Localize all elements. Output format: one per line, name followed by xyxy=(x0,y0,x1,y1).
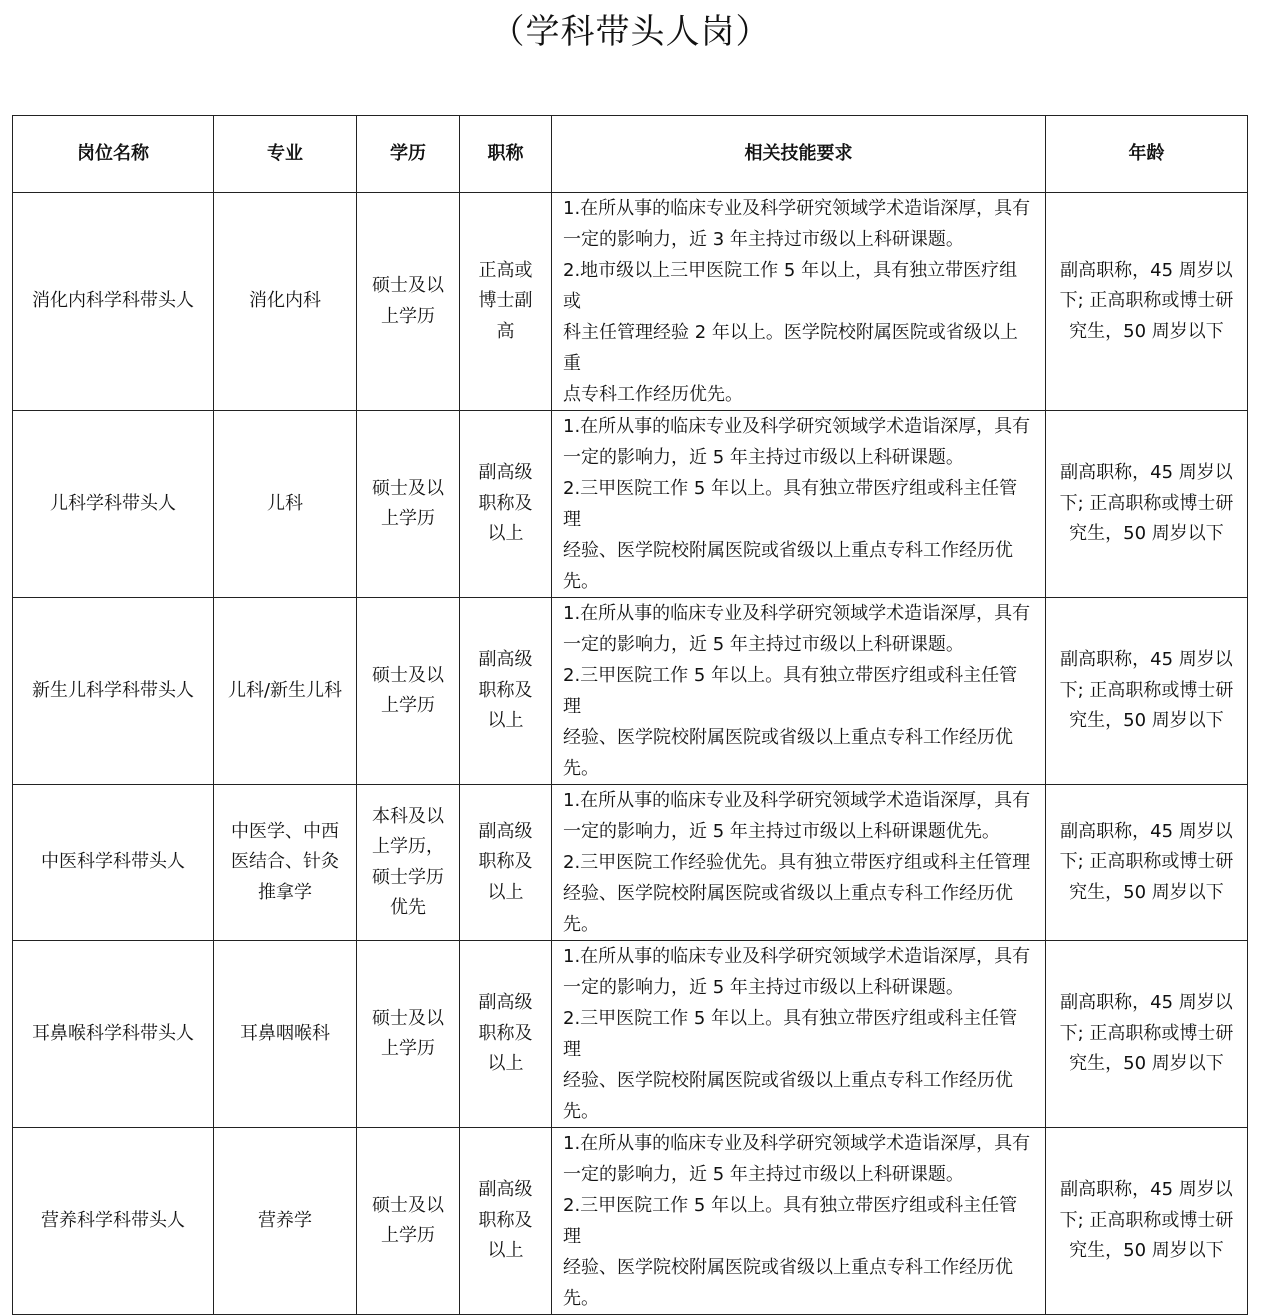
cell-title-line: 职称及 xyxy=(478,1022,533,1044)
cell-age-line: 究生，50 周岁以下 xyxy=(1069,523,1224,545)
cell-education-line: 硕士及以 xyxy=(372,1007,444,1029)
cell-age-line: 究生，50 周岁以下 xyxy=(1069,1240,1224,1262)
cell-age-line: 副高职称，45 周岁以 xyxy=(1060,992,1233,1014)
cell-education-line: 上学历 xyxy=(381,305,435,327)
cell-education xyxy=(357,785,460,941)
cell-title-line: 以上 xyxy=(487,1240,524,1262)
cell-title xyxy=(460,941,552,1128)
cell-title-line: 职称及 xyxy=(478,851,533,873)
cell-requirements-line: 2.三甲医院工作 5 年以上。具有独立带医疗组或科主任管理 xyxy=(563,665,1018,717)
cell-education-line: 硕士及以 xyxy=(372,664,444,686)
cell-age xyxy=(1046,785,1248,941)
header-position: 岗位名称 xyxy=(13,116,214,193)
cell-education xyxy=(357,941,460,1128)
cell-age-line: 下; 正高职称或博士研 xyxy=(1059,290,1234,312)
cell-age xyxy=(1046,411,1248,598)
header-requirements: 相关技能要求 xyxy=(552,116,1046,193)
cell-position: 儿科学科带头人 xyxy=(13,411,214,598)
cell-education-line: 上学历 xyxy=(381,695,435,716)
cell-title-line: 高 xyxy=(496,320,515,342)
cell-major: 儿科 xyxy=(214,411,357,598)
cell-title-line: 副高级 xyxy=(478,462,533,484)
cell-title-line: 以上 xyxy=(487,881,524,903)
header-title: 职称 xyxy=(460,116,552,193)
cell-age xyxy=(1046,941,1248,1128)
cell-position: 新生儿科学科带头人 xyxy=(13,598,214,785)
cell-education-line: 硕士学历 xyxy=(372,866,444,888)
cell-requirements-line: 1.在所从事的临床专业及科学研究领域学术造诣深厚，具有 xyxy=(563,198,1031,219)
cell-age-line: 副高职称，45 周岁以 xyxy=(1060,259,1233,281)
cell-age xyxy=(1046,598,1248,785)
cell-requirements-line: 科主任管理经验 2 年以上。医学院校附属医院或省级以上重 xyxy=(563,322,1018,374)
cell-requirements-line: 2.三甲医院工作 5 年以上。具有独立带医疗组或科主任管理 xyxy=(563,1008,1018,1060)
header-education: 学历 xyxy=(357,116,460,193)
cell-requirements-line: 一定的影响力，近 5 年主持过市级以上科研课题。 xyxy=(563,634,964,655)
cell-education-line: 上学历 xyxy=(381,1225,435,1246)
cell-major-line: 推拿学 xyxy=(258,881,312,903)
header-age: 年龄 xyxy=(1046,116,1248,193)
cell-age xyxy=(1046,1128,1248,1315)
cell-education xyxy=(357,598,460,785)
cell-age xyxy=(1046,193,1248,411)
cell-title xyxy=(460,193,552,411)
cell-position: 营养科学科带头人 xyxy=(13,1128,214,1315)
cell-requirements xyxy=(552,785,1046,941)
cell-position: 中医科学科带头人 xyxy=(13,785,214,941)
cell-requirements-line: 1.在所从事的临床专业及科学研究领域学术造诣深厚，具有 xyxy=(563,946,1031,967)
cell-requirements-line: 一定的影响力，近 3 年主持过市级以上科研课题。 xyxy=(563,229,964,250)
cell-major-line: 医结合、针灸 xyxy=(231,851,339,873)
cell-major: 儿科/新生儿科 xyxy=(214,598,357,785)
cell-education-line: 上学历 xyxy=(381,1038,435,1059)
cell-education-line: 本科及以 xyxy=(372,805,444,827)
cell-education-line: 上学历， xyxy=(372,836,444,857)
table-row xyxy=(13,1128,1248,1315)
cell-age-line: 下; 正高职称或博士研 xyxy=(1059,679,1234,701)
cell-title-line: 博士副 xyxy=(478,290,533,312)
cell-age-line: 究生，50 周岁以下 xyxy=(1069,320,1224,342)
table-row xyxy=(13,598,1248,785)
cell-requirements-line: 2.地市级以上三甲医院工作 5 年以上，具有独立带医疗组或 xyxy=(563,260,1018,312)
cell-requirements-line: 经验、医学院校附属医院或省级以上重点专科工作经历优先。 xyxy=(563,540,1013,592)
cell-title xyxy=(460,1128,552,1315)
cell-requirements-line: 经验、医学院校附属医院或省级以上重点专科工作经历优先。 xyxy=(563,883,1013,935)
cell-requirements-line: 一定的影响力，近 5 年主持过市级以上科研课题优先。 xyxy=(563,821,1000,842)
cell-requirements-line: 一定的影响力，近 5 年主持过市级以上科研课题。 xyxy=(563,977,964,998)
cell-age-line: 究生，50 周岁以下 xyxy=(1069,710,1224,732)
table-row xyxy=(13,941,1248,1128)
cell-education-line: 硕士及以 xyxy=(372,1194,444,1216)
cell-age-line: 下; 正高职称或博士研 xyxy=(1059,851,1234,873)
page-title: （学科带头人岗） xyxy=(490,12,771,52)
cell-title-line: 以上 xyxy=(487,523,524,545)
cell-requirements-line: 经验、医学院校附属医院或省级以上重点专科工作经历优先。 xyxy=(563,727,1013,779)
cell-title xyxy=(460,598,552,785)
cell-requirements-line: 经验、医学院校附属医院或省级以上重点专科工作经历优先。 xyxy=(563,1070,1013,1122)
cell-requirements xyxy=(552,1128,1046,1315)
cell-title-line: 副高级 xyxy=(478,992,533,1014)
cell-age-line: 下; 正高职称或博士研 xyxy=(1059,1022,1234,1044)
cell-age-line: 副高职称，45 周岁以 xyxy=(1060,820,1233,842)
cell-title-line: 以上 xyxy=(487,710,524,732)
cell-education-line: 硕士及以 xyxy=(372,477,444,499)
cell-age-line: 下; 正高职称或博士研 xyxy=(1059,1209,1234,1231)
cell-education xyxy=(357,193,460,411)
cell-age-line: 副高职称，45 周岁以 xyxy=(1060,649,1233,671)
cell-age-line: 副高职称，45 周岁以 xyxy=(1060,462,1233,484)
cell-requirements-line: 2.三甲医院工作经验优先。具有独立带医疗组或科主任管理 xyxy=(563,852,1031,873)
cell-education xyxy=(357,1128,460,1315)
cell-requirements-line: 2.三甲医院工作 5 年以上。具有独立带医疗组或科主任管理 xyxy=(563,1195,1018,1247)
cell-requirements-line: 1.在所从事的临床专业及科学研究领域学术造诣深厚，具有 xyxy=(563,416,1031,437)
cell-title-line: 职称及 xyxy=(478,492,533,514)
cell-requirements xyxy=(552,598,1046,785)
cell-title-line: 副高级 xyxy=(478,649,533,671)
cell-title-line: 副高级 xyxy=(478,1179,533,1201)
cell-education xyxy=(357,411,460,598)
header-major: 专业 xyxy=(214,116,357,193)
cell-title xyxy=(460,411,552,598)
cell-major xyxy=(214,785,357,941)
cell-age-line: 究生，50 周岁以下 xyxy=(1069,881,1224,903)
cell-major: 耳鼻咽喉科 xyxy=(214,941,357,1128)
cell-education-line: 硕士及以 xyxy=(372,275,444,296)
cell-requirements-line: 1.在所从事的临床专业及科学研究领域学术造诣深厚，具有 xyxy=(563,790,1031,811)
positions-table xyxy=(12,115,1248,1315)
cell-education-line: 上学历 xyxy=(381,508,435,529)
cell-major: 消化内科 xyxy=(214,193,357,411)
cell-requirements-line: 一定的影响力，近 5 年主持过市级以上科研课题。 xyxy=(563,447,964,468)
cell-age-line: 下; 正高职称或博士研 xyxy=(1059,492,1234,514)
table-row xyxy=(13,193,1248,411)
cell-age-line: 副高职称，45 周岁以 xyxy=(1060,1179,1233,1201)
table-header-row xyxy=(13,116,1248,193)
table-body xyxy=(13,193,1248,1315)
cell-requirements-line: 1.在所从事的临床专业及科学研究领域学术造诣深厚，具有 xyxy=(563,1133,1031,1154)
cell-major-line: 中医学、中西 xyxy=(231,820,339,842)
cell-requirements-line: 经验、医学院校附属医院或省级以上重点专科工作经历优先。 xyxy=(563,1257,1013,1309)
cell-requirements-line: 1.在所从事的临床专业及科学研究领域学术造诣深厚，具有 xyxy=(563,603,1031,624)
cell-requirements xyxy=(552,941,1046,1128)
cell-title-line: 职称及 xyxy=(478,1209,533,1231)
cell-title xyxy=(460,785,552,941)
cell-position: 消化内科学科带头人 xyxy=(13,193,214,411)
cell-requirements-line: 2.三甲医院工作 5 年以上。具有独立带医疗组或科主任管理 xyxy=(563,478,1018,530)
cell-requirements xyxy=(552,193,1046,411)
table-row xyxy=(13,411,1248,598)
cell-title-line: 正高或 xyxy=(478,259,533,281)
cell-position: 耳鼻喉科学科带头人 xyxy=(13,941,214,1128)
cell-title-line: 以上 xyxy=(487,1053,524,1075)
cell-title-line: 副高级 xyxy=(478,820,533,842)
cell-title-line: 职称及 xyxy=(478,679,533,701)
cell-age-line: 究生，50 周岁以下 xyxy=(1069,1053,1224,1075)
cell-major: 营养学 xyxy=(214,1128,357,1315)
cell-education-line: 优先 xyxy=(390,897,426,918)
cell-requirements-line: 点专科工作经历优先。 xyxy=(563,384,743,405)
cell-requirements-line: 一定的影响力，近 5 年主持过市级以上科研课题。 xyxy=(563,1164,964,1185)
cell-requirements xyxy=(552,411,1046,598)
table-row xyxy=(13,785,1248,941)
